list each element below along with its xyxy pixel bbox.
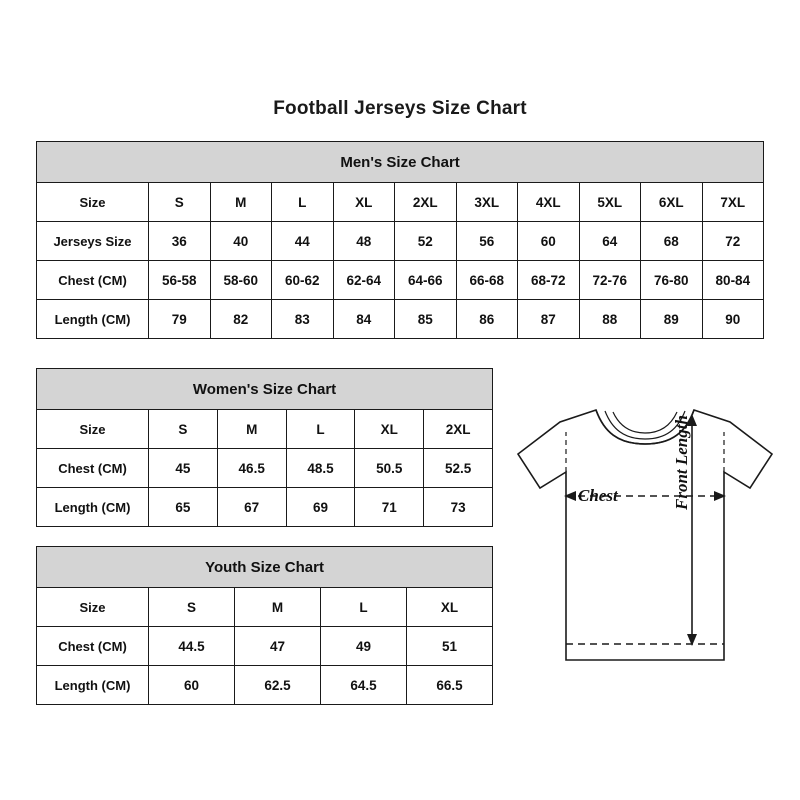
cell: 62.5: [235, 666, 321, 705]
cell: 87: [518, 300, 580, 339]
table-caption-row: [37, 547, 493, 588]
size-col-4xl: 4XL: [518, 183, 580, 222]
cell: 58-60: [210, 261, 272, 300]
cell: 44: [272, 222, 334, 261]
size-col-s: S: [149, 183, 211, 222]
size-col-3xl: 3XL: [456, 183, 518, 222]
cell: 49: [321, 627, 407, 666]
cell: 85: [395, 300, 457, 339]
mens-table-caption: Men's Size Chart: [37, 142, 764, 183]
chest-measure-label: Chest: [578, 486, 618, 505]
cell: 73: [424, 488, 493, 527]
cell: 51: [407, 627, 493, 666]
cell: 46.5: [217, 449, 286, 488]
table-caption-row: [37, 369, 493, 410]
cell: 62-64: [333, 261, 395, 300]
row-label-length-cm: Length (CM): [37, 488, 149, 527]
cell: 84: [333, 300, 395, 339]
cell: 36: [149, 222, 211, 261]
table-row: [37, 666, 493, 705]
table-header-row: [37, 183, 764, 222]
size-col-2xl: 2XL: [424, 410, 493, 449]
youth-size-chart-table: [36, 546, 493, 705]
cell: 60: [518, 222, 580, 261]
cell: 68-72: [518, 261, 580, 300]
cell: 69: [286, 488, 355, 527]
womens-size-chart-table: [36, 368, 493, 527]
row-label-length-cm: Length (CM): [37, 666, 149, 705]
table-header-row: [37, 588, 493, 627]
cell: 80-84: [702, 261, 764, 300]
size-col-l: L: [272, 183, 334, 222]
cell: 76-80: [641, 261, 703, 300]
size-col-2xl: 2XL: [395, 183, 457, 222]
size-col-xl: XL: [333, 183, 395, 222]
cell: 48.5: [286, 449, 355, 488]
size-col-l: L: [321, 588, 407, 627]
cell: 64.5: [321, 666, 407, 705]
mens-size-chart-table: [36, 141, 764, 339]
cell: 65: [149, 488, 218, 527]
size-col-6xl: 6XL: [641, 183, 703, 222]
cell: 66-68: [456, 261, 518, 300]
size-col-l: L: [286, 410, 355, 449]
size-col-xl: XL: [355, 410, 424, 449]
cell: 64-66: [395, 261, 457, 300]
row-label-chest-cm: Chest (CM): [37, 627, 149, 666]
column-header-size: Size: [37, 588, 149, 627]
cell: 71: [355, 488, 424, 527]
cell: 45: [149, 449, 218, 488]
size-col-s: S: [149, 588, 235, 627]
size-col-m: M: [210, 183, 272, 222]
cell: 40: [210, 222, 272, 261]
youth-size-chart-container: [36, 546, 493, 705]
cell: 89: [641, 300, 703, 339]
table-row: [37, 300, 764, 339]
table-row: [37, 627, 493, 666]
row-label-chest-cm: Chest (CM): [37, 261, 149, 300]
cell: 60: [149, 666, 235, 705]
cell: 48: [333, 222, 395, 261]
cell: 67: [217, 488, 286, 527]
size-col-m: M: [235, 588, 321, 627]
jersey-measurement-diagram: [500, 392, 790, 692]
front-length-measure-label: Front Length: [672, 415, 691, 510]
cell: 79: [149, 300, 211, 339]
cell: 60-62: [272, 261, 334, 300]
cell: 56: [456, 222, 518, 261]
row-label-jerseys-size: Jerseys Size: [37, 222, 149, 261]
page-title: Football Jerseys Size Chart: [273, 98, 527, 119]
cell: 64: [579, 222, 641, 261]
cell: 90: [702, 300, 764, 339]
cell: 68: [641, 222, 703, 261]
cell: 44.5: [149, 627, 235, 666]
cell: 50.5: [355, 449, 424, 488]
column-header-size: Size: [37, 183, 149, 222]
youth-table-caption: Youth Size Chart: [37, 547, 493, 588]
cell: 72-76: [579, 261, 641, 300]
size-col-5xl: 5XL: [579, 183, 641, 222]
table-header-row: [37, 410, 493, 449]
size-col-xl: XL: [407, 588, 493, 627]
cell: 86: [456, 300, 518, 339]
cell: 52.5: [424, 449, 493, 488]
jersey-outline-icon: [500, 392, 790, 692]
cell: 83: [272, 300, 334, 339]
table-row: [37, 449, 493, 488]
table-row: [37, 261, 764, 300]
cell: 52: [395, 222, 457, 261]
row-label-length-cm: Length (CM): [37, 300, 149, 339]
size-col-7xl: 7XL: [702, 183, 764, 222]
cell: 56-58: [149, 261, 211, 300]
cell: 72: [702, 222, 764, 261]
size-col-s: S: [149, 410, 218, 449]
column-header-size: Size: [37, 410, 149, 449]
table-caption-row: [37, 142, 764, 183]
size-col-m: M: [217, 410, 286, 449]
womens-size-chart-container: [36, 368, 493, 527]
cell: 82: [210, 300, 272, 339]
mens-size-chart-container: [36, 141, 764, 339]
cell: 88: [579, 300, 641, 339]
table-row: [37, 488, 493, 527]
row-label-chest-cm: Chest (CM): [37, 449, 149, 488]
table-row: [37, 222, 764, 261]
cell: 47: [235, 627, 321, 666]
womens-table-caption: Women's Size Chart: [37, 369, 493, 410]
cell: 66.5: [407, 666, 493, 705]
